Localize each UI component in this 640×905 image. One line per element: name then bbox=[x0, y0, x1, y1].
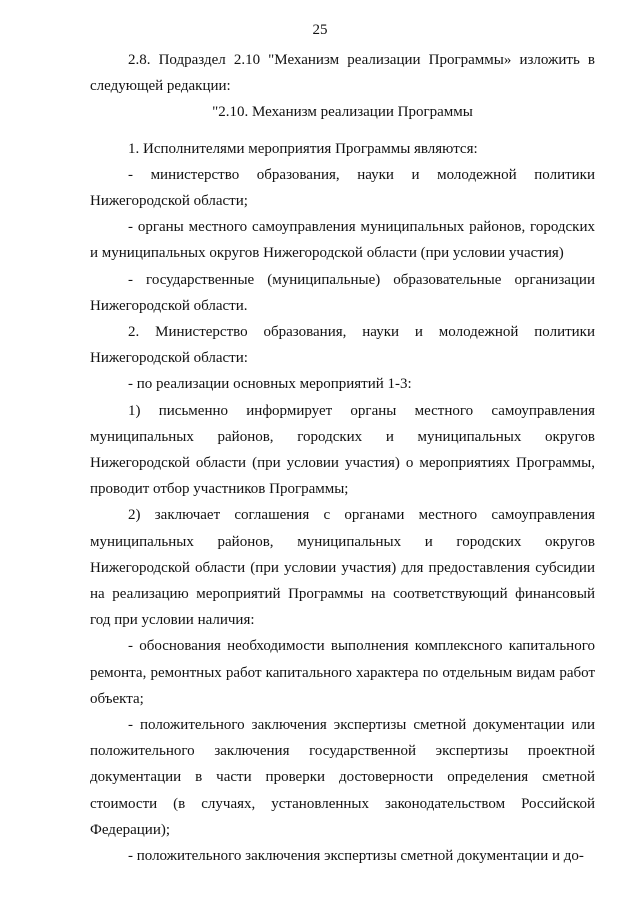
paragraph-amendment-intro: 2.8. Подраздел 2.10 "Механизм реализации Программы» изложить в следующей редакции: bbox=[90, 52, 595, 95]
paragraph-duty-1: 1) письменно информирует органы местного самоуправления муниципальных районов, городских и муниципальных округов Нижегородской области (при условии участия) о мероприятиях Программы, проводит отбор участников Программы; bbox=[90, 402, 595, 498]
paragraph-ministry-duties: 2. Министерство образования, науки и молодежной политики Нижегородской области: bbox=[90, 324, 595, 367]
section-heading: "2.10. Механизм реализации Программы bbox=[212, 104, 473, 121]
paragraph-main-activities: - по реализации основных мероприятий 1-3: bbox=[128, 376, 412, 393]
document-body bbox=[90, 47, 595, 869]
paragraph-ministry-item: - министерство образования, науки и молодежной политики Нижегородской области; bbox=[90, 166, 595, 210]
paragraph-condition-expertise: - положительного заключения экспертизы сметной документации или положительного заключения государственной экспертизы проектной документации в части проверки достоверности определения сметной стоимости (в случаях, установленных законодательством Российской Федерации); bbox=[90, 717, 595, 838]
paragraph-duty-2: 2) заключает соглашения с органами местного самоуправления муниципальных районов, муниципальных и городских округов Нижегородской области (при условии участия) для предоставления субсидии на реализацию мероприятий Программы на соответствующий финансовый год при условии наличия: bbox=[90, 507, 595, 629]
paragraph-condition-justification: - обоснования необходимости выполнения комплексного капитального ремонта, ремонтных работ капитального характера по отдельным видам работ объекта; bbox=[90, 638, 595, 707]
paragraph-local-government-item: - органы местного самоуправления муниципальных районов, городских и муниципальных округов Нижегородской области (при условии участия) bbox=[90, 219, 595, 262]
paragraph-executors: 1. Исполнителями мероприятия Программы являются: bbox=[128, 140, 478, 157]
page-number: 25 bbox=[312, 22, 328, 38]
paragraph-condition-expertise-continued: - положительного заключения экспертизы сметной документации и до- bbox=[128, 848, 584, 865]
paragraph-educational-orgs-item: - государственные (муниципальные) образовательные организации Нижегородской области. bbox=[90, 271, 595, 314]
